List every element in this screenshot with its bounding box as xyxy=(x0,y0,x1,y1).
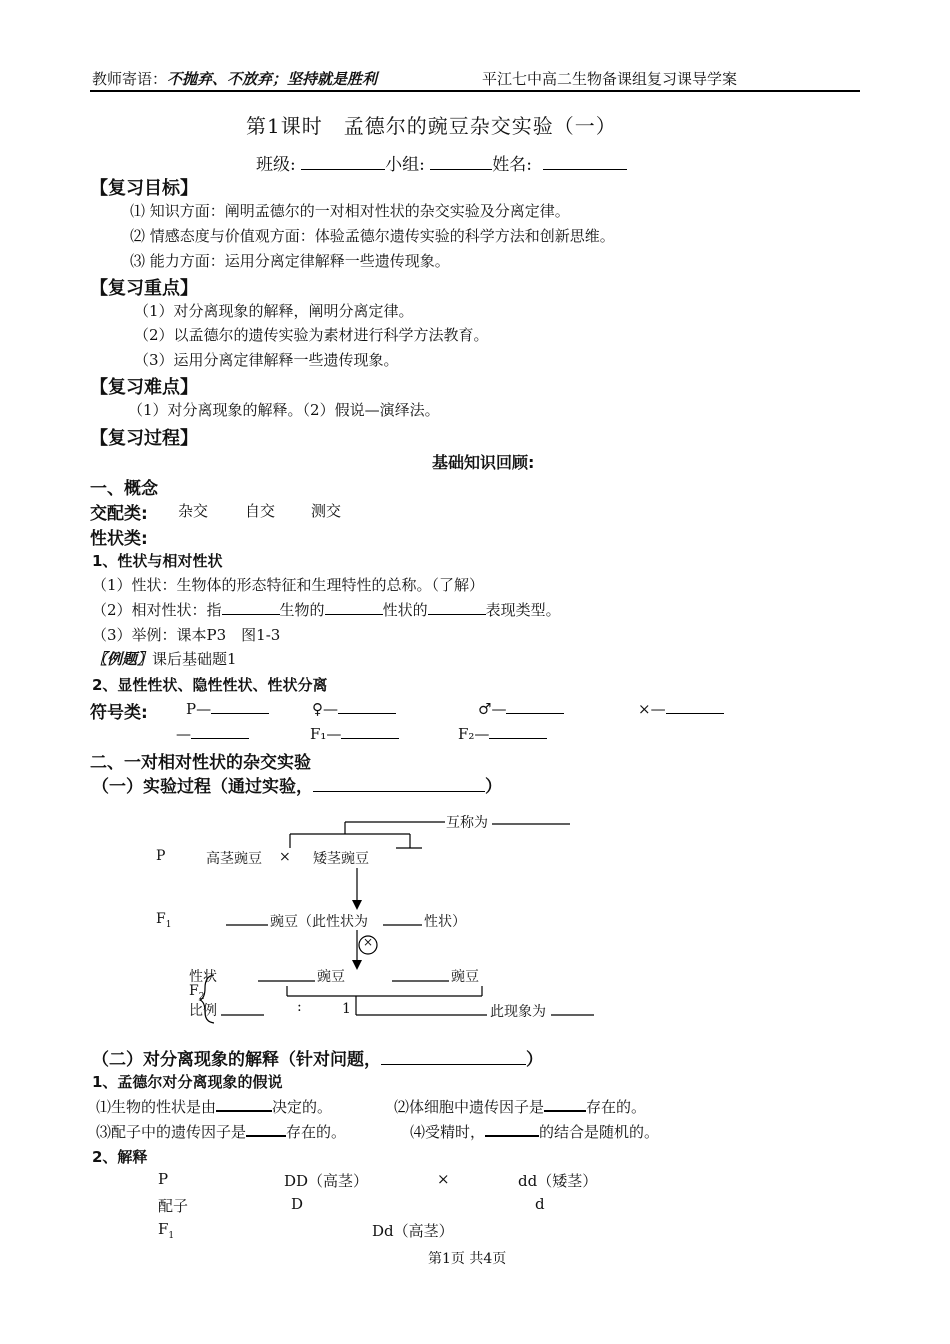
blank-field[interactable] xyxy=(313,775,485,792)
t1-item1: （1）性状：生物体的形态特征和生理特性的总称。（了解） xyxy=(92,576,485,594)
blank-field[interactable] xyxy=(428,600,486,615)
hyp-item xyxy=(96,1121,346,1142)
exp-dd-short: dd（矮茎） xyxy=(518,1172,598,1190)
t1-item2-text: （2）相对性状：指 xyxy=(92,601,222,619)
hyp-item xyxy=(394,1096,646,1117)
example-label: 〖例题〗 xyxy=(92,650,153,668)
symbol-female: ♀— xyxy=(312,700,338,718)
t1-heading: 1、性状与相对性状 xyxy=(92,552,223,570)
arrow-head xyxy=(352,900,362,910)
header-rule xyxy=(90,90,860,92)
t1-item3: （3）举例：课本P3 图1-3 xyxy=(92,626,281,644)
ratio-label: 比例 xyxy=(189,1003,217,1019)
cross-diagram xyxy=(0,800,950,1030)
exp-f1 xyxy=(158,1220,174,1241)
symbol-item xyxy=(310,724,399,743)
f2-sub: 2 xyxy=(198,991,205,1002)
exp-gamete-d: d xyxy=(535,1195,545,1213)
t1-item2-text: 性状的 xyxy=(382,601,428,619)
mating-item: 自交 xyxy=(245,502,276,520)
mating-item: 测交 xyxy=(311,502,342,520)
hyp-text: ⑶配子中的遗传因子是 xyxy=(96,1123,247,1141)
symbol-f2: F₂— xyxy=(458,725,490,743)
symbol-selfing: — xyxy=(176,725,191,743)
goal-item: ⑶ 能力方面：运用分离定律解释一些遗传现象。 xyxy=(130,252,450,270)
example-line xyxy=(92,648,237,669)
f1-letter: F xyxy=(156,911,166,927)
exp-cross: × xyxy=(437,1170,450,1188)
name-label: 姓名: xyxy=(492,155,533,175)
blank-field[interactable] xyxy=(325,600,383,615)
t2-heading: 2、显性性状、隐性性状、性状分离 xyxy=(92,676,328,694)
blank-field[interactable] xyxy=(246,1121,286,1137)
f1-text1: 豌豆（此性状为 xyxy=(270,914,368,930)
hyp-text: 决定的。 xyxy=(272,1098,333,1116)
symbol-item xyxy=(458,724,547,743)
goals-heading: 【复习目标】 xyxy=(90,178,198,199)
exp-f1-letter: F xyxy=(158,1220,169,1238)
keypoint-item: （2）以孟德尔的遗传实验为素材进行科学方法教育。 xyxy=(134,326,489,344)
group-label: 小组: xyxy=(385,155,425,175)
sub2-heading xyxy=(92,1045,543,1070)
symbol-p: P— xyxy=(186,700,212,718)
hyp-item xyxy=(96,1096,332,1117)
section1-heading: 一、概念 xyxy=(90,479,158,499)
sub2-text: （二）对分离现象的解释（针对问题， xyxy=(92,1050,381,1070)
symbol-item xyxy=(478,699,564,718)
mutual-label: 互称为 xyxy=(446,815,488,831)
keypoints-heading: 【复习重点】 xyxy=(90,278,198,299)
keypoint-item: （3）运用分离定律解释一些遗传现象。 xyxy=(134,351,399,369)
symbol-item xyxy=(186,699,269,718)
hyp-text: ⑷受精时， xyxy=(410,1123,486,1141)
ratio-colon: : xyxy=(297,999,302,1015)
t1-item2 xyxy=(92,599,561,620)
cross-symbol: × xyxy=(279,849,291,865)
symbol-f1: F₁— xyxy=(310,725,342,743)
goal-item: ⑴ 知识方面：阐明孟德尔的一对相对性状的杂交实验及分离定律。 xyxy=(130,202,570,220)
f1-sub: 1 xyxy=(165,919,172,930)
arrow-head xyxy=(352,960,362,970)
page-title: 第1课时 孟德尔的豌豆杂交实验（一） xyxy=(246,114,617,138)
name-field[interactable] xyxy=(543,155,627,170)
symbol-item xyxy=(312,699,396,718)
f1-label xyxy=(156,911,171,930)
exp-gamete: 配子 xyxy=(158,1197,189,1215)
blank-field[interactable] xyxy=(211,699,269,714)
exp-gamete-D: D xyxy=(291,1195,304,1213)
short-pea: 矮茎豌豆 xyxy=(313,851,369,867)
exp-dd-tall: DD（高茎） xyxy=(284,1172,369,1190)
class-field[interactable] xyxy=(301,155,385,170)
hyp-text: 存在的。 xyxy=(286,1123,347,1141)
mating-label: 交配类: xyxy=(90,504,148,524)
hyp-heading: 1、孟德尔对分离现象的假说 xyxy=(92,1073,283,1091)
blank-field[interactable] xyxy=(506,699,564,714)
blank-field[interactable] xyxy=(191,724,249,739)
keypoint-item: （1）对分离现象的解释，阐明分离定律。 xyxy=(134,302,414,320)
f2-pea2: 豌豆 xyxy=(451,969,479,985)
symbol-label: 符号类: xyxy=(90,703,148,723)
t1-item2-text: 生物的 xyxy=(279,601,325,619)
section2-heading: 二、一对相对性状的杂交实验 xyxy=(90,753,311,773)
sub1-close: ） xyxy=(485,777,502,797)
group-field[interactable] xyxy=(430,155,492,170)
exp-f1-dd: Dd（高茎） xyxy=(372,1222,454,1240)
page-footer: 第1页 共4页 xyxy=(428,1251,507,1267)
trait-row-label: 性状 xyxy=(189,969,217,985)
mating-item: 杂交 xyxy=(178,502,209,520)
hyp-item xyxy=(410,1121,659,1142)
self-symbol: × xyxy=(363,935,374,949)
sub1-text: （一）实验过程（通过实验， xyxy=(92,777,313,797)
school-title: 平江七中高二生物备课组复习课导学案 xyxy=(482,70,738,88)
motto-label: 教师寄语： xyxy=(92,70,168,88)
phenomenon-label: 此现象为 xyxy=(490,1004,546,1020)
blank-field[interactable] xyxy=(485,1121,539,1137)
symbol-item xyxy=(638,699,724,718)
hyp-text: 存在的。 xyxy=(586,1098,647,1116)
example-text: 课后基础题1 xyxy=(152,650,237,668)
f2-label xyxy=(189,983,204,1002)
sub2-close: ） xyxy=(526,1050,543,1070)
process-subheading: 基础知识回顾: xyxy=(432,453,535,472)
f1-text2: 性状） xyxy=(424,914,466,930)
class-label: 班级: xyxy=(256,155,296,175)
symbol-male: ♂— xyxy=(478,700,507,718)
f2-pea1: 豌豆 xyxy=(317,969,345,985)
hyp-text: ⑴生物的性状是由 xyxy=(96,1098,217,1116)
student-info xyxy=(256,150,627,175)
f2-letter: F xyxy=(189,983,199,999)
blank-field[interactable] xyxy=(544,1096,586,1112)
symbol-item xyxy=(176,724,249,743)
blank-field[interactable] xyxy=(341,724,399,739)
blank-field[interactable] xyxy=(222,600,280,615)
trait-label: 性状类: xyxy=(90,529,148,549)
ratio-one: 1 xyxy=(342,1001,351,1017)
exp-p: P xyxy=(158,1170,169,1188)
hyp-text: ⑵体细胞中遗传因子是 xyxy=(394,1098,545,1116)
symbol-cross: ×— xyxy=(638,700,666,718)
blank-field[interactable] xyxy=(489,724,547,739)
tall-pea: 高茎豌豆 xyxy=(206,851,262,867)
goal-item: ⑵ 情感态度与价值观方面：体验孟德尔遗传实验的科学方法和创新思维。 xyxy=(130,227,615,245)
sub1-heading xyxy=(92,772,502,797)
process-heading: 【复习过程】 xyxy=(90,428,198,449)
difficulties-heading: 【复习难点】 xyxy=(90,377,198,398)
blank-field[interactable] xyxy=(216,1096,272,1112)
blank-field[interactable] xyxy=(666,699,724,714)
exp-heading: 2、解释 xyxy=(92,1148,148,1166)
hyp-text: 的结合是随机的。 xyxy=(539,1123,660,1141)
blank-field[interactable] xyxy=(381,1048,526,1065)
motto: 不抛弃、不放弃；坚持就是胜利 xyxy=(167,70,378,88)
p-label: P xyxy=(156,848,166,864)
blank-field[interactable] xyxy=(338,699,396,714)
exp-f1-sub: 1 xyxy=(168,1231,175,1241)
difficulties-text: （1）对分离现象的解释。（2）假说—演绎法。 xyxy=(128,401,440,419)
t1-item2-text: 表现类型。 xyxy=(485,601,561,619)
